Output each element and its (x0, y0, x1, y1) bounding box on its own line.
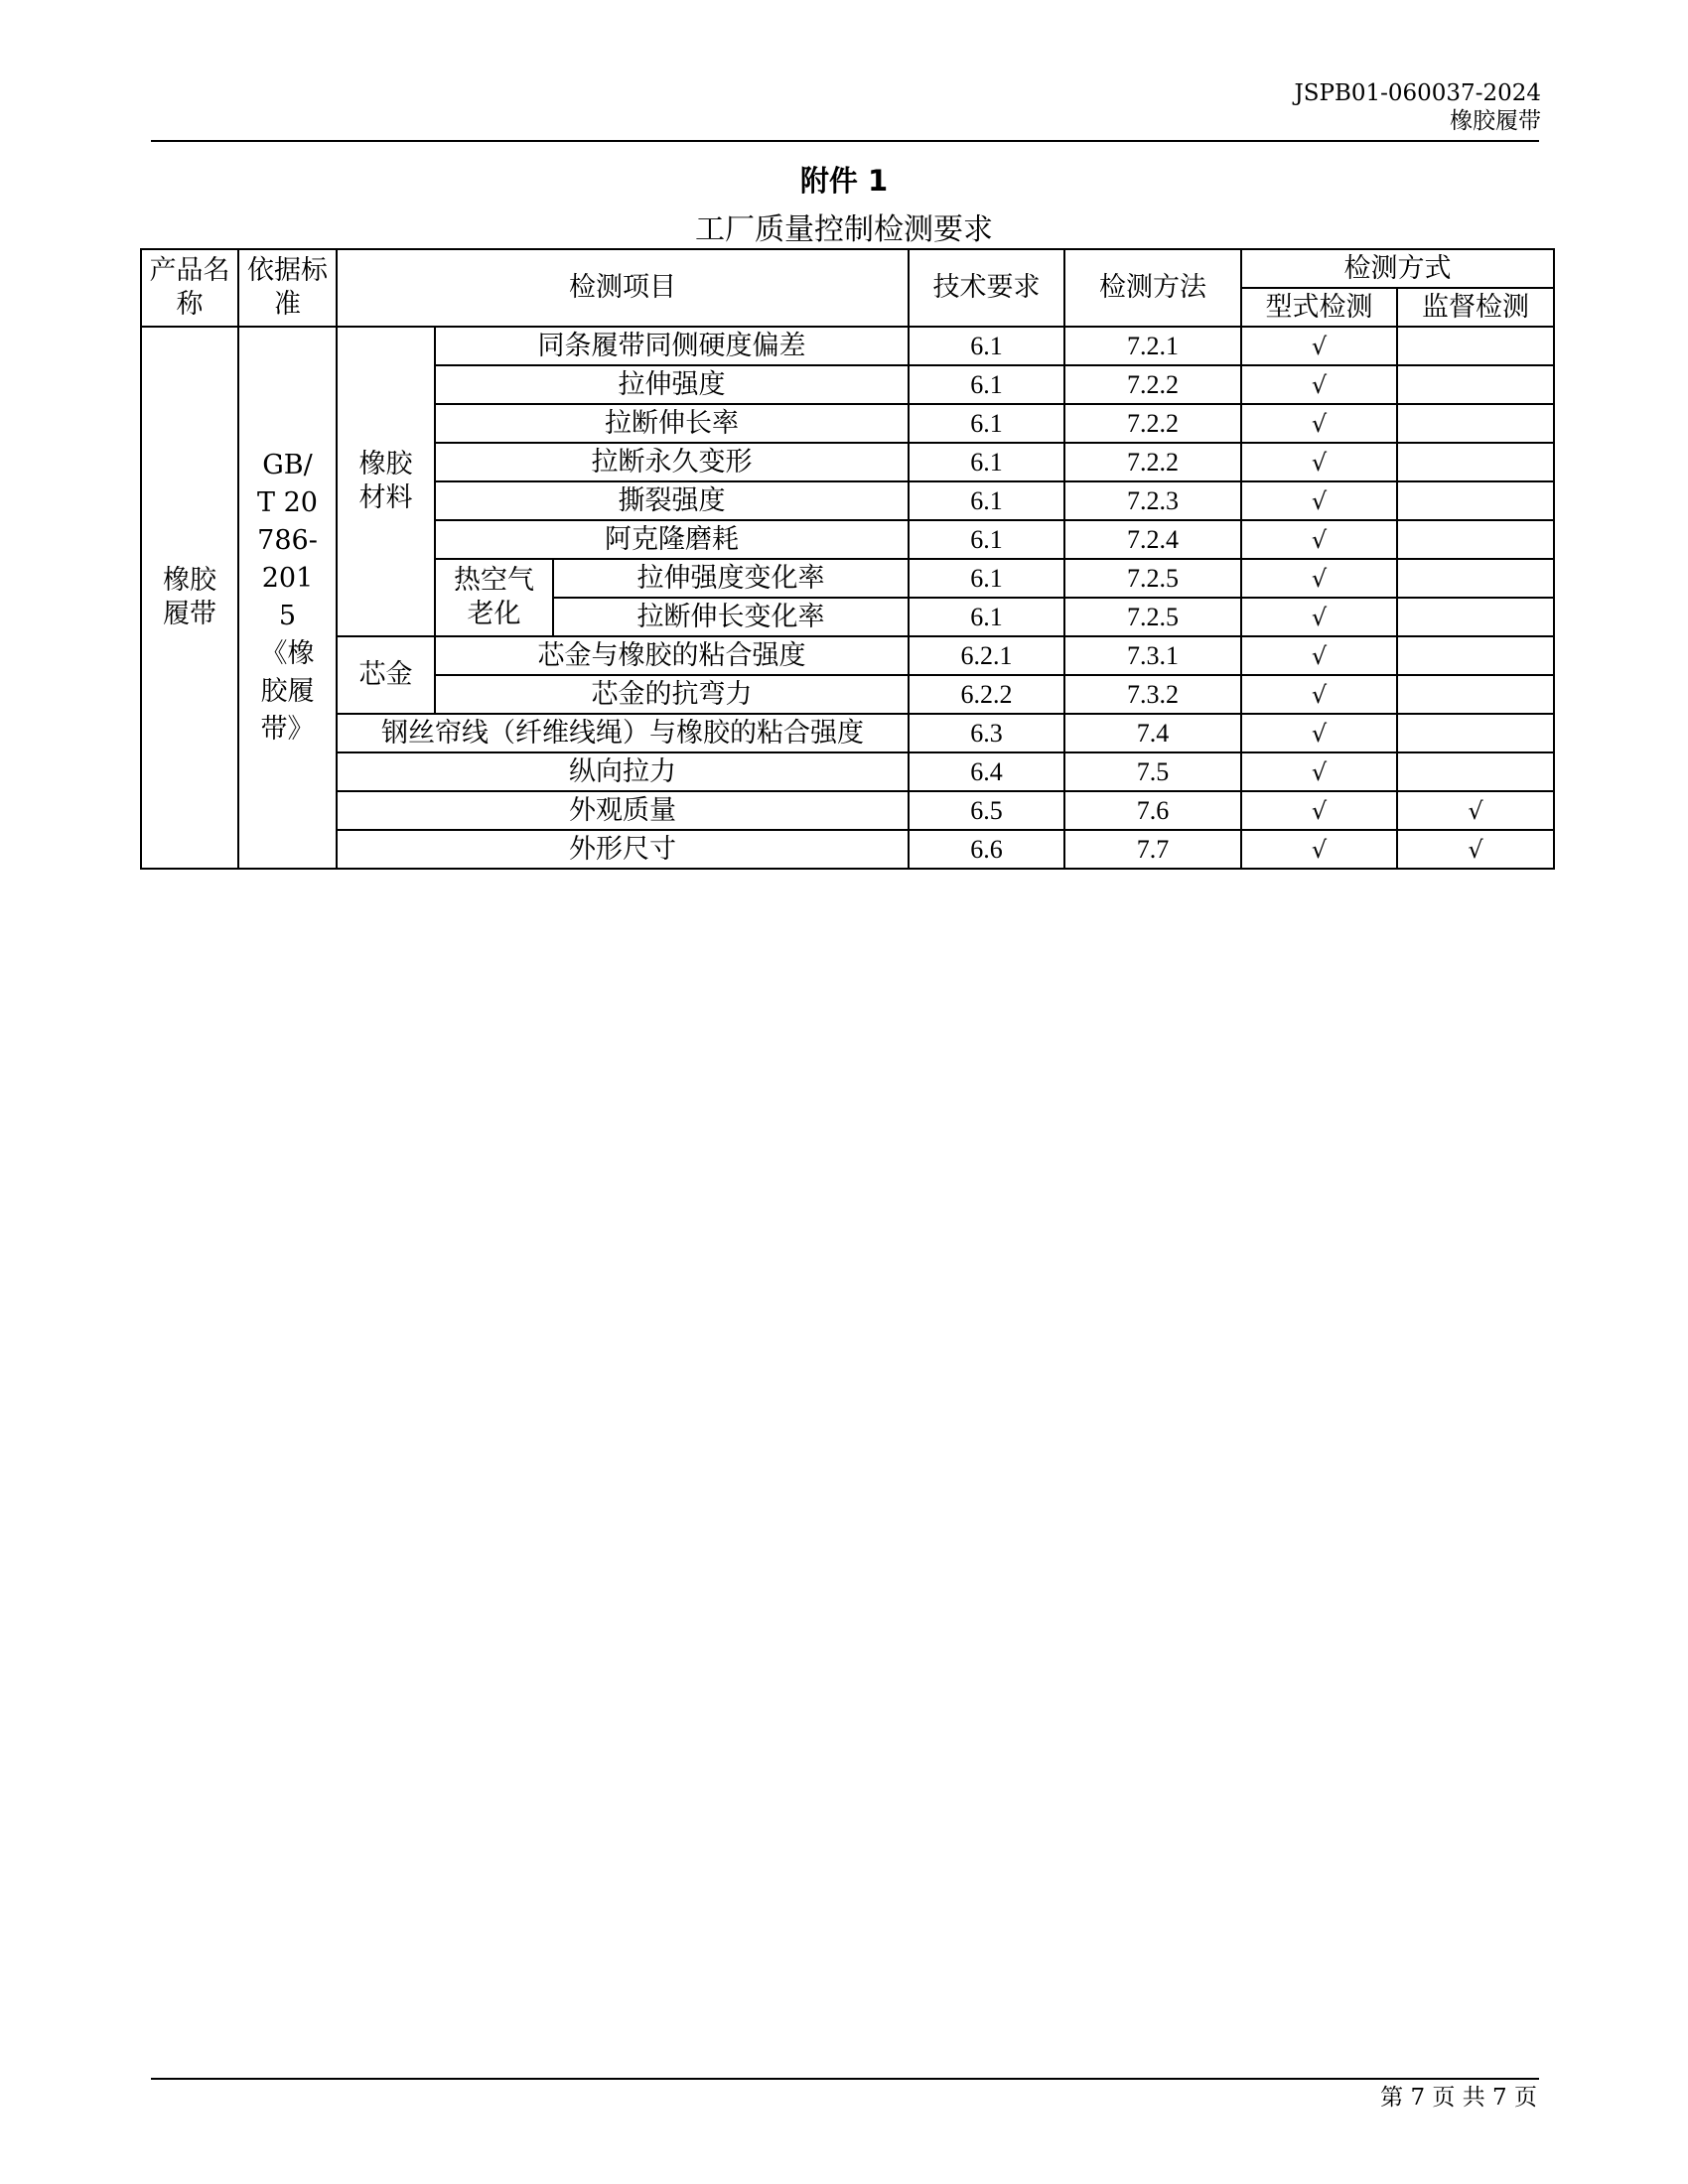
type-test-check: √ (1241, 327, 1397, 365)
requirement-cell: 6.1 (909, 559, 1064, 598)
requirement-cell: 6.1 (909, 365, 1064, 404)
type-test-check: √ (1241, 791, 1397, 830)
item-cell: 芯金与橡胶的粘合强度 (435, 636, 909, 675)
supervision-test-check (1397, 365, 1554, 404)
header-standard-cell: 依据标准 (238, 249, 337, 327)
method-cell: 7.5 (1064, 752, 1241, 791)
document-code: JSPB01-060037-2024 (1294, 80, 1541, 106)
page-number: 第 7 页 共 7 页 (1380, 2085, 1537, 2111)
header-mode-cell: 检测方式 (1241, 249, 1554, 288)
header-item-cell: 检测项目 (337, 249, 909, 327)
supervision-test-check: √ (1397, 791, 1554, 830)
item-cell: 拉伸强度 (435, 365, 909, 404)
type-test-check: √ (1241, 636, 1397, 675)
type-test-check: √ (1241, 714, 1397, 752)
supervision-test-check (1397, 714, 1554, 752)
type-test-check: √ (1241, 830, 1397, 869)
type-test-check: √ (1241, 598, 1397, 636)
supervision-test-check (1397, 675, 1554, 714)
item-cell: 同条履带同侧硬度偏差 (435, 327, 909, 365)
method-cell: 7.2.5 (1064, 559, 1241, 598)
method-cell: 7.4 (1064, 714, 1241, 752)
item-cell: 外形尺寸 (337, 830, 909, 869)
type-test-check: √ (1241, 481, 1397, 520)
group-rubber-cell: 橡胶材料 (337, 327, 435, 636)
requirement-cell: 6.1 (909, 481, 1064, 520)
table-row (141, 830, 1554, 869)
requirement-cell: 6.2.1 (909, 636, 1064, 675)
header-supervision-test-cell: 监督检测 (1397, 288, 1554, 327)
requirement-cell: 6.1 (909, 520, 1064, 559)
requirement-cell: 6.1 (909, 327, 1064, 365)
method-cell: 7.2.3 (1064, 481, 1241, 520)
header-type-test-cell: 型式检测 (1241, 288, 1397, 327)
header-product-name: 橡胶履带 (1450, 108, 1541, 134)
method-cell: 7.3.1 (1064, 636, 1241, 675)
group-aging-cell: 热空气老化 (435, 559, 553, 636)
type-test-check: √ (1241, 443, 1397, 481)
requirement-cell: 6.1 (909, 443, 1064, 481)
supervision-test-check (1397, 443, 1554, 481)
item-cell: 拉断伸长变化率 (553, 598, 909, 636)
item-cell: 拉伸强度变化率 (553, 559, 909, 598)
item-cell: 阿克隆磨耗 (435, 520, 909, 559)
supervision-test-check (1397, 481, 1554, 520)
supervision-test-check (1397, 598, 1554, 636)
table-row (141, 752, 1554, 791)
header-product-name-cell: 产品名称 (141, 249, 238, 327)
type-test-check: √ (1241, 752, 1397, 791)
requirement-cell: 6.1 (909, 598, 1064, 636)
type-test-check: √ (1241, 520, 1397, 559)
supervision-test-check (1397, 520, 1554, 559)
product-cell: 橡胶履带 (141, 327, 238, 869)
table-row (141, 636, 1554, 675)
supervision-test-check (1397, 327, 1554, 365)
requirement-cell: 6.5 (909, 791, 1064, 830)
method-cell: 7.7 (1064, 830, 1241, 869)
annex-label: 附件 1 (799, 164, 889, 198)
supervision-test-check (1397, 559, 1554, 598)
document-title: 工厂质量控制检测要求 (695, 212, 993, 247)
header-method-cell: 检测方法 (1064, 249, 1241, 327)
item-cell: 钢丝帘线（纤维线绳）与橡胶的粘合强度 (337, 714, 909, 752)
item-cell: 拉断永久变形 (435, 443, 909, 481)
requirement-cell: 6.2.2 (909, 675, 1064, 714)
table-row (141, 327, 1554, 365)
type-test-check: √ (1241, 559, 1397, 598)
item-cell: 芯金的抗弯力 (435, 675, 909, 714)
item-cell: 外观质量 (337, 791, 909, 830)
header-rule (151, 140, 1539, 142)
requirement-cell: 6.3 (909, 714, 1064, 752)
type-test-check: √ (1241, 404, 1397, 443)
requirement-cell: 6.1 (909, 404, 1064, 443)
method-cell: 7.2.2 (1064, 365, 1241, 404)
method-cell: 7.2.5 (1064, 598, 1241, 636)
table-row (141, 791, 1554, 830)
footer-rule (151, 2078, 1539, 2080)
supervision-test-check (1397, 752, 1554, 791)
type-test-check: √ (1241, 675, 1397, 714)
method-cell: 7.6 (1064, 791, 1241, 830)
method-cell: 7.2.1 (1064, 327, 1241, 365)
standard-cell: GB/T 20786-2015《橡胶履带》 (238, 327, 337, 869)
supervision-test-check: √ (1397, 830, 1554, 869)
method-cell: 7.2.4 (1064, 520, 1241, 559)
group-core-cell: 芯金 (337, 636, 435, 714)
requirement-cell: 6.4 (909, 752, 1064, 791)
method-cell: 7.2.2 (1064, 404, 1241, 443)
qc-requirements-table (140, 248, 1555, 870)
item-cell: 拉断伸长率 (435, 404, 909, 443)
item-cell: 纵向拉力 (337, 752, 909, 791)
header-requirement-cell: 技术要求 (909, 249, 1064, 327)
table-row (141, 714, 1554, 752)
method-cell: 7.2.2 (1064, 443, 1241, 481)
item-cell: 撕裂强度 (435, 481, 909, 520)
method-cell: 7.3.2 (1064, 675, 1241, 714)
type-test-check: √ (1241, 365, 1397, 404)
supervision-test-check (1397, 636, 1554, 675)
requirement-cell: 6.6 (909, 830, 1064, 869)
supervision-test-check (1397, 404, 1554, 443)
